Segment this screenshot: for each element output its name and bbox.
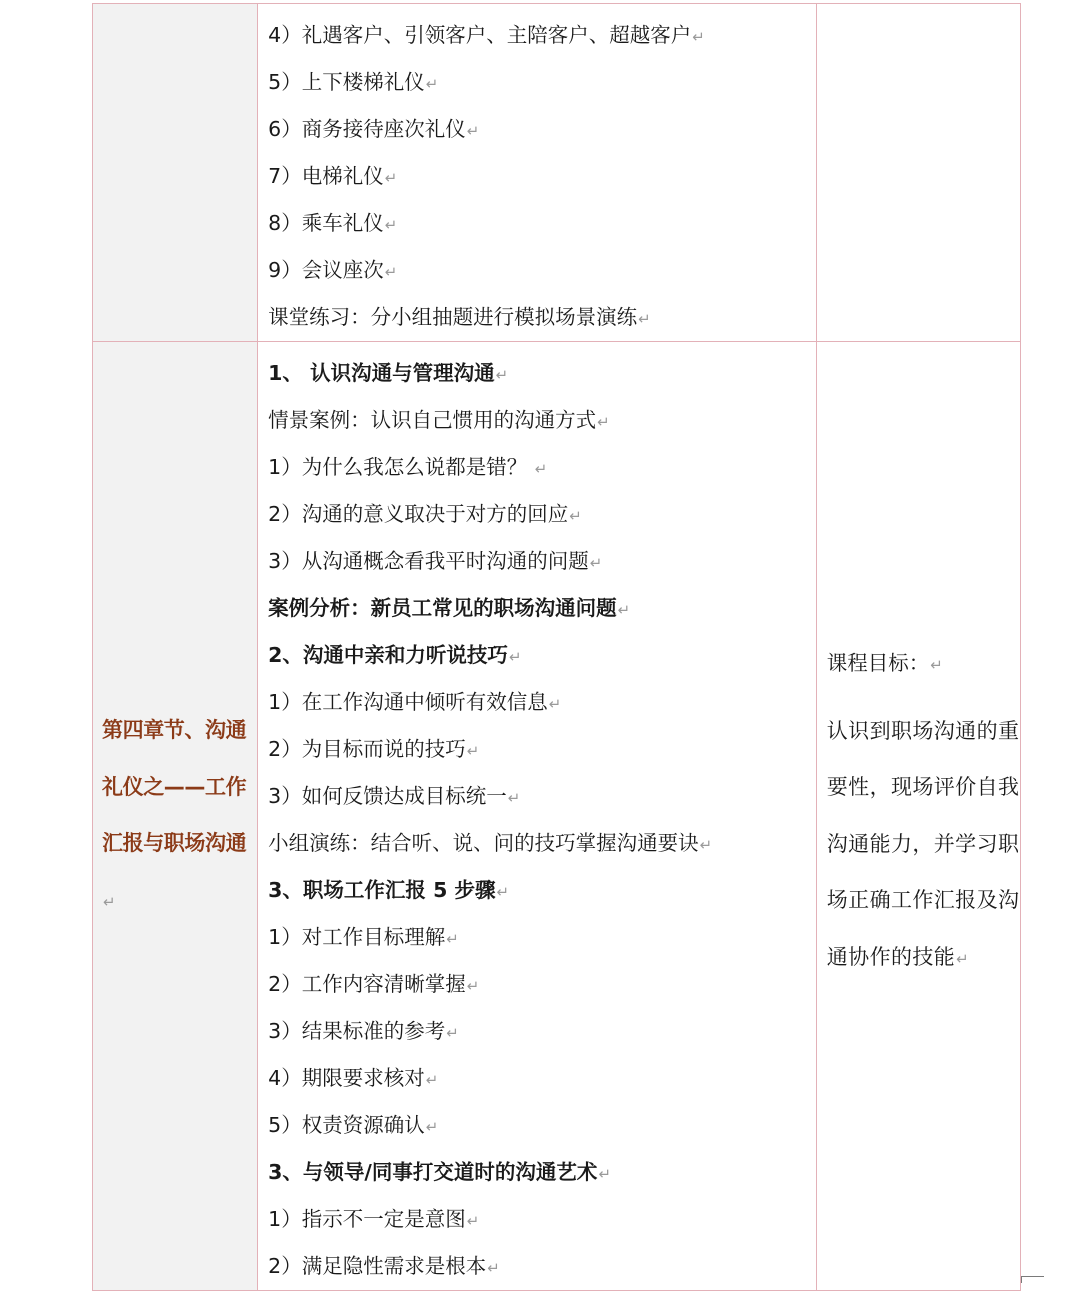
goal-cell (816, 342, 1020, 1291)
list-item-text: 3）如何反馈达成目标统一 (268, 784, 507, 808)
list-item (268, 538, 816, 585)
list-item-text: 1）指示不一定是意图 (268, 1207, 466, 1231)
course-goal-text: 认识到职场沟通的重要性，现场评价自我沟通能力，并学习职场正确工作汇报及沟通协作的技能↵ (826, 718, 1020, 969)
list-item (268, 1102, 816, 1149)
list-item-text: 6）商务接待座次礼仪 (268, 117, 466, 141)
list-item-text: 2）工作内容清晰掌握 (268, 972, 466, 996)
list-item (268, 1243, 816, 1290)
list-item-text: 2、沟通中亲和力听说技巧 (268, 643, 508, 667)
list-item (268, 444, 816, 491)
list-item-text: 9）会议座次 (268, 258, 384, 282)
list-item-text: 3）从沟通概念看我平时沟通的问题 (268, 549, 589, 573)
paragraph-mark-icon: ↵ (466, 122, 480, 140)
list-item-text: 课堂练习：分小组抽题进行模拟场景演练 (268, 305, 638, 329)
list-item (268, 1055, 816, 1102)
list-item (268, 491, 816, 538)
goal-cell-empty (816, 4, 1020, 342)
list-item (268, 961, 816, 1008)
paragraph-mark-icon: ↵ (692, 28, 705, 46)
paragraph-mark-icon: ↵ (569, 507, 582, 525)
list-item (268, 679, 816, 726)
list-item (268, 200, 816, 247)
list-item (268, 773, 816, 820)
list-item-text: 1、 认识沟通与管理沟通 (268, 361, 495, 385)
paragraph-mark-icon: ↵ (598, 1165, 612, 1183)
content-list (258, 342, 816, 1290)
list-item-text: 3、与领导/同事打交道时的沟通艺术 (268, 1160, 598, 1184)
list-item (268, 397, 816, 444)
list-item-text: 3、职场工作汇报 5 步骤 (268, 878, 496, 902)
list-item-text: 2）沟通的意义取决于对方的回应 (268, 502, 569, 526)
paragraph-mark-icon: ↵ (384, 216, 398, 234)
section-heading (268, 867, 816, 914)
list-item-text: 5）权责资源确认 (268, 1113, 425, 1137)
paragraph-mark-icon: ↵ (425, 1071, 439, 1089)
chapter-title-cell (93, 342, 258, 1291)
paragraph-mark-icon: ↵ (425, 1118, 439, 1136)
content-list (258, 4, 816, 341)
paragraph-mark-icon: ↵ (466, 977, 480, 995)
paragraph-mark-icon: ↵ (638, 310, 651, 328)
paragraph-mark-icon: ↵ (597, 413, 610, 431)
list-item (268, 914, 816, 961)
paragraph-mark-icon: ↵ (495, 366, 509, 384)
list-item-text: 小组演练：结合听、说、问的技巧掌握沟通要诀 (268, 831, 699, 855)
list-item (268, 726, 816, 773)
paragraph-mark-icon: ↵ (548, 695, 562, 713)
list-item (268, 1196, 816, 1243)
content-cell (258, 342, 817, 1291)
chapter-title: 第四章节、沟通礼仪之——工作汇报与职场沟通↵ (102, 718, 247, 911)
paragraph-mark-icon: ↵ (466, 1212, 480, 1230)
paragraph-mark-icon: ↵ (617, 601, 631, 619)
list-item (268, 247, 816, 294)
course-outline-table (92, 3, 1021, 1291)
list-item (268, 294, 816, 341)
table-row-etiquette (93, 4, 1021, 342)
paragraph-mark-icon: ↵ (446, 1024, 459, 1042)
table-row-communication (93, 342, 1021, 1291)
list-item (268, 820, 816, 867)
list-item-text: 2）满足隐性需求是根本 (268, 1254, 487, 1278)
list-item-text: 3）结果标准的参考 (268, 1019, 446, 1043)
section-heading (268, 350, 816, 397)
list-item (268, 59, 816, 106)
list-item (268, 1008, 816, 1055)
list-item-text: 5）上下楼梯礼仪 (268, 70, 425, 94)
paragraph-mark-icon: ↵ (487, 1259, 500, 1277)
paragraph-mark-icon: ↵ (534, 460, 548, 478)
list-item (268, 12, 816, 59)
list-item-text: 1）对工作目标理解 (268, 925, 446, 949)
list-item-text: 2）为目标而说的技巧 (268, 737, 466, 761)
section-heading (268, 585, 816, 632)
list-item-text: 8）乘车礼仪 (268, 211, 384, 235)
course-goal-label: 课程目标：↵ (826, 650, 943, 675)
list-item-text: 案例分析：新员工常见的职场沟通问题 (268, 596, 617, 620)
list-item-text: 1）为什么我怎么说都是错？ (268, 455, 534, 479)
list-item-text: 7）电梯礼仪 (268, 164, 384, 188)
section-heading (268, 632, 816, 679)
paragraph-mark-icon: ↵ (466, 742, 480, 760)
list-item (268, 106, 816, 153)
list-item-text: 情景案例：认识自己惯用的沟通方式 (268, 408, 597, 432)
paragraph-mark-icon: ↵ (446, 930, 459, 948)
chapter-title-cell-empty (93, 4, 258, 342)
paragraph-mark-icon: ↵ (699, 836, 713, 854)
content-cell (258, 4, 817, 342)
list-item (268, 153, 816, 200)
list-item-text: 4）期限要求核对 (268, 1066, 425, 1090)
list-item-text: 4）礼遇客户、引领客户、主陪客户、超越客户 (268, 23, 692, 47)
paragraph-mark-icon: ↵ (589, 554, 603, 572)
paragraph-mark-icon: ↵ (384, 169, 398, 187)
paragraph-mark-icon: ↵ (425, 75, 439, 93)
paragraph-mark-icon: ↵ (384, 263, 398, 281)
paragraph-mark-icon: ↵ (508, 648, 522, 666)
section-heading (268, 1149, 816, 1196)
list-item-text: 1）在工作沟通中倾听有效信息 (268, 690, 548, 714)
paragraph-mark-icon: ↵ (496, 883, 510, 901)
paragraph-mark-icon: ↵ (507, 789, 521, 807)
